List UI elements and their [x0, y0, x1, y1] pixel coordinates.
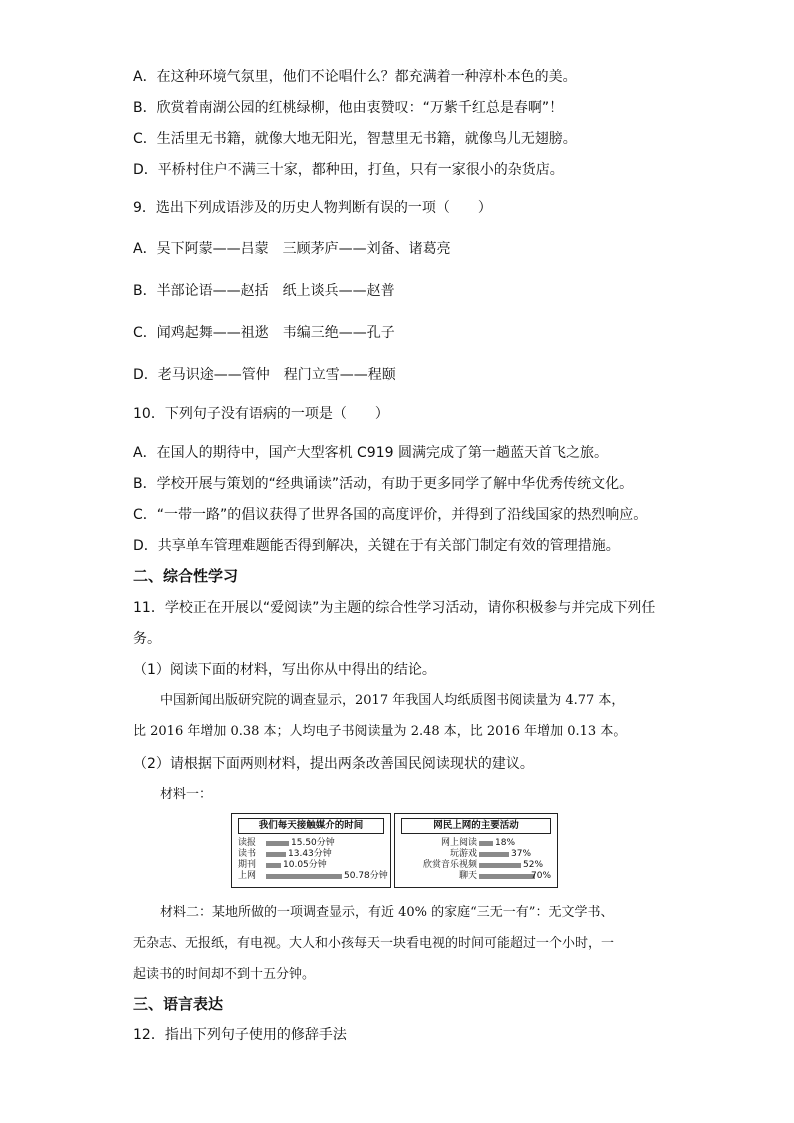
option-c: C．生活里无书籍，就像大地无阳光，智慧里无书籍，就像鸟儿无翅膀。 — [133, 131, 577, 147]
q10-option-d: D．共享单车管理难题能否得到解决，关键在于有关部门制定有效的管理措施。 — [133, 538, 620, 554]
value-label: 70% — [531, 871, 552, 881]
material2-line1: 材料二：某地所做的一项调查显示，有近 40% 的家庭“三无一有”：无文学书、 — [160, 905, 614, 920]
bar-mark — [479, 841, 493, 846]
chart-row — [401, 849, 553, 860]
category-label: 期刊 — [238, 860, 257, 870]
q11-stem-line2: 务。 — [133, 631, 161, 647]
q10-stem: 10．下列句子没有语病的一项是（ ） — [133, 406, 389, 422]
chart-row — [401, 871, 553, 882]
bar-mark — [266, 863, 281, 868]
category-label: 欣赏音乐视频 — [422, 860, 477, 870]
option-b: B．欣赏着南湖公园的红桃绿柳，他由衷赞叹：“万紫千红总是春啊”！ — [133, 100, 564, 116]
material2-line3: 起读书的时间却不到十五分钟。 — [133, 967, 316, 982]
category-label: 网上阅读 — [440, 838, 477, 848]
chart-title: 我们每天接触媒介的时间 — [238, 818, 384, 834]
material-line2: 比 2016 年增加 0.38 本；人均电子书阅读量为 2.48 本，比 2016 年增加 0.13 本。 — [133, 724, 627, 739]
chart-row — [401, 838, 553, 849]
chart-row — [238, 838, 386, 849]
q12-stem: 12．指出下列句子使用的修辞手法 — [133, 1027, 347, 1043]
q10-option-c: C．“一带一路”的倡议获得了世界各国的高度评价，并得到了沿线国家的热烈响应。 — [133, 507, 648, 523]
chart-row — [238, 849, 386, 860]
section-heading-comprehensive: 二、综合性学习 — [133, 567, 239, 585]
bar-mark — [479, 874, 535, 879]
bar-mark — [266, 852, 286, 857]
bar-mark — [479, 852, 509, 857]
chart-row — [401, 860, 553, 871]
value-label: 15.50分钟 — [291, 838, 335, 848]
q10-option-a: A．在国人的期待中，国产大型客机 C919 圆满完成了第一趟蓝天首飞之旅。 — [133, 445, 608, 461]
q10-option-b: B．学校开展与策划的“经典诵读”活动，有助于更多同学了解中华优秀传统文化。 — [133, 476, 634, 492]
section-heading-expression: 三、语言表达 — [133, 995, 224, 1013]
online-activity-chart — [394, 813, 558, 888]
category-label: 玩游戏 — [449, 849, 477, 859]
q9-option-c: C．闻鸡起舞——祖逖 韦编三绝——孔子 — [133, 325, 395, 341]
value-label: 10.05分钟 — [283, 860, 327, 870]
chart-title: 网民上网的主要活动 — [401, 818, 551, 834]
material2-line2: 无杂志、无报纸，有电视。大人和小孩每天一块看电视的时间可能超过一个小时，一 — [133, 936, 615, 951]
q9-stem: 9．选出下列成语涉及的历史人物判断有误的一项（ ） — [133, 200, 492, 216]
option-a: A．在这种环境气氛里，他们不论唱什么？都充满着一种淳朴本色的美。 — [133, 69, 577, 85]
category-label: 读书 — [238, 849, 257, 859]
category-label: 聊天 — [458, 871, 477, 881]
value-label: 13.43分钟 — [288, 849, 332, 859]
value-label: 50.78分钟 — [344, 871, 388, 881]
q11-stem-line1: 11．学校正在开展以“爱阅读”为主题的综合性学习活动，请你积极参与并完成下列任 — [133, 600, 656, 616]
q9-option-b: B．半部论语——赵括 纸上谈兵——赵普 — [133, 283, 395, 299]
material1-label: 材料一： — [160, 787, 213, 802]
value-label: 37% — [511, 849, 532, 859]
value-label: 52% — [523, 860, 544, 870]
bar-mark — [479, 863, 521, 868]
q9-option-a: A．吴下阿蒙——吕蒙 三顾茅庐——刘备、诸葛亮 — [133, 241, 451, 257]
bar-mark — [266, 841, 289, 846]
q11-sub2: （2）请根据下面两则材料，提出两条改善国民阅读现状的建议。 — [133, 756, 534, 772]
chart-row — [238, 871, 386, 882]
material-line1: 中国新闻出版研究院的调查显示，2017 年我国人均纸质图书阅读量为 4.77 本， — [160, 693, 625, 708]
bar-mark — [266, 874, 342, 879]
value-label: 18% — [495, 838, 516, 848]
q9-option-d: D．老马识途——管仲 程门立雪——程颐 — [133, 367, 396, 383]
chart-row — [238, 860, 386, 871]
q11-sub1: （1）阅读下面的材料，写出你从中得出的结论。 — [133, 662, 436, 678]
category-label: 读报 — [238, 838, 257, 848]
category-label: 上网 — [238, 871, 257, 881]
option-d: D．平桥村住户不满三十家，都种田，打鱼，只有一家很小的杂货店。 — [133, 162, 564, 178]
media-time-chart — [231, 813, 391, 888]
